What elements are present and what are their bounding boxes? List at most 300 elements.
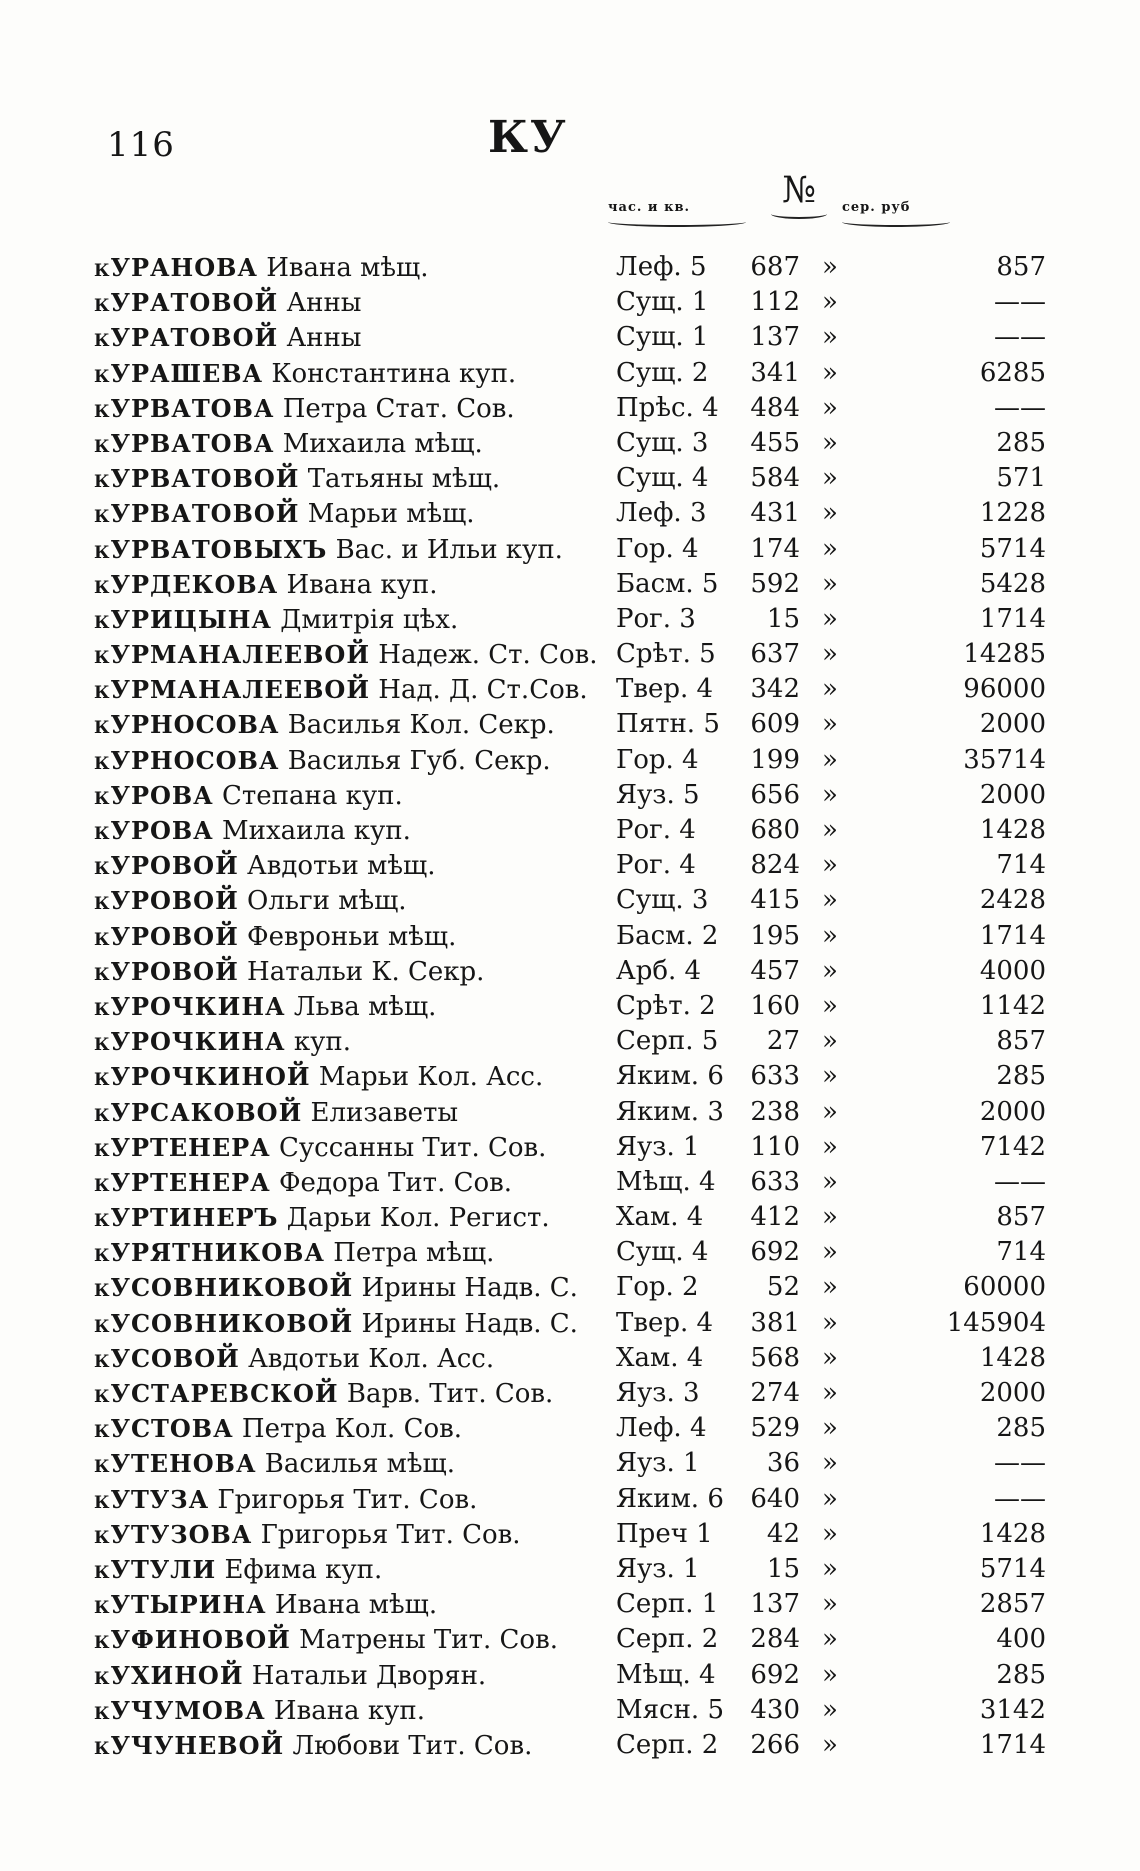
- entry-surname: кУРДЕКОВА: [94, 569, 279, 599]
- entry-separator: »: [822, 955, 838, 986]
- entry-separator: »: [822, 252, 838, 282]
- entry-quarter: Гор. 4: [616, 533, 699, 564]
- entry-given-name-rank: куп.: [293, 1027, 351, 1058]
- list-item: [94, 1130, 1046, 1165]
- entry-house-number: 15: [766, 603, 800, 634]
- entry-given-name-rank: Григорья Тит. Сов.: [217, 1484, 478, 1515]
- entry-surname: кУРОВОЙ: [94, 886, 239, 916]
- entry-quarter: Пятн. 5: [616, 709, 720, 740]
- entry-rubles: 285: [996, 1659, 1046, 1690]
- entry-given-name-rank: Вас. и Ильи куп.: [335, 534, 563, 565]
- entry-separator: »: [822, 920, 838, 951]
- entry-rubles: 1228: [979, 498, 1046, 529]
- list-item: [94, 320, 1046, 355]
- entry-name: [94, 1622, 614, 1658]
- entry-rubles: 5428: [979, 568, 1046, 599]
- entry-surname: кУРВАТОВЫХЪ: [94, 534, 328, 564]
- entries-list: [94, 250, 1046, 1763]
- entry-quarter: Мѣщ. 4: [616, 1659, 716, 1690]
- entry-house-number: 342: [750, 674, 800, 705]
- entry-house-number: 609: [750, 709, 800, 740]
- list-item: [94, 954, 1046, 989]
- entry-name: [94, 1517, 614, 1553]
- entry-house-number: 430: [750, 1694, 800, 1725]
- entry-house-number: 568: [750, 1342, 800, 1373]
- entry-rubles: 285: [996, 1413, 1046, 1444]
- entry-given-name-rank: Анны: [286, 323, 362, 354]
- entry-rubles: ——: [994, 322, 1046, 353]
- list-item: [94, 1341, 1046, 1376]
- entry-quarter: Гор. 4: [616, 744, 699, 775]
- entry-house-number: 584: [750, 463, 800, 494]
- entry-surname: кУРЯТНИКОВА: [94, 1238, 325, 1268]
- entry-house-number: 431: [750, 498, 800, 529]
- entry-separator: »: [822, 639, 838, 670]
- list-item: [94, 1235, 1046, 1270]
- list-item: [94, 848, 1046, 883]
- entry-house-number: 52: [766, 1272, 800, 1303]
- list-item: [94, 883, 1046, 918]
- entry-name: [94, 1165, 614, 1201]
- entry-surname: кУРМАНАЛЕЕВОЙ: [94, 640, 370, 670]
- entry-surname: кУФИНОВОЙ: [94, 1625, 291, 1655]
- entry-house-number: 529: [750, 1413, 800, 1444]
- entry-name: [94, 954, 614, 990]
- entry-quarter: Яуз. 1: [616, 1448, 700, 1479]
- entry-rubles: 2000: [979, 1096, 1046, 1127]
- list-item: [94, 1165, 1046, 1200]
- entry-rubles: ——: [994, 392, 1046, 423]
- entry-rubles: 2000: [979, 779, 1046, 810]
- entry-surname: кУХИНОЙ: [94, 1660, 244, 1690]
- entry-surname: кУСТОВА: [94, 1414, 234, 1444]
- list-item: [94, 250, 1046, 285]
- entry-rubles: 2857: [979, 1589, 1046, 1620]
- entry-quarter: Гор. 2: [616, 1272, 699, 1303]
- entry-surname: кУСОВНИКОВОЙ: [94, 1273, 354, 1303]
- entry-given-name-rank: Василья Губ. Секр.: [287, 745, 551, 776]
- entry-name: [94, 743, 614, 779]
- entry-surname: кУТУЗА: [94, 1484, 210, 1514]
- entry-name: [94, 1658, 614, 1694]
- entry-house-number: 341: [750, 357, 800, 388]
- entry-name: [94, 426, 614, 462]
- entry-house-number: 199: [750, 744, 800, 775]
- entry-given-name-rank: Петра мѣщ.: [333, 1238, 495, 1269]
- entry-quarter: Сущ. 4: [616, 463, 709, 494]
- list-item: [94, 707, 1046, 742]
- entry-given-name-rank: Михаила куп.: [222, 816, 411, 846]
- entry-house-number: 687: [750, 252, 800, 282]
- entry-separator: »: [822, 568, 838, 599]
- entry-separator: »: [822, 1342, 838, 1373]
- entry-name: [94, 778, 614, 814]
- entry-name: [94, 602, 614, 638]
- entry-name: [94, 1024, 614, 1060]
- entry-name: [94, 532, 614, 568]
- entry-separator: »: [822, 779, 838, 810]
- entry-given-name-rank: Матрены Тит. Сов.: [299, 1625, 558, 1656]
- entry-separator: »: [822, 603, 838, 634]
- entry-given-name-rank: Ивана куп.: [273, 1695, 425, 1726]
- entry-surname: кУЧУНЕВОЙ: [94, 1730, 285, 1760]
- list-item: [94, 813, 1046, 848]
- entry-quarter: Сущ. 1: [616, 322, 709, 353]
- entry-house-number: 284: [750, 1624, 800, 1655]
- entry-surname: кУРОВОЙ: [94, 851, 239, 881]
- list-item: [94, 1270, 1046, 1305]
- entry-quarter: Сущ. 3: [616, 427, 709, 458]
- entry-rubles: 14285: [963, 639, 1046, 670]
- entry-rubles: 1428: [979, 1518, 1046, 1549]
- entry-given-name-rank: Ивана мѣщ.: [266, 253, 429, 283]
- entry-rubles: 857: [996, 1202, 1046, 1233]
- entry-name: [94, 1235, 614, 1271]
- entry-rubles: 1714: [979, 603, 1046, 634]
- entry-surname: кУРАТОВОЙ: [94, 288, 279, 318]
- entry-separator: »: [822, 1131, 838, 1162]
- entry-house-number: 381: [750, 1307, 800, 1338]
- list-item: [94, 532, 1046, 567]
- entry-quarter: Сущ. 2: [616, 357, 709, 388]
- entry-rubles: 4000: [979, 955, 1046, 986]
- entry-quarter: Серп. 1: [616, 1589, 719, 1620]
- entry-quarter: Хам. 4: [616, 1202, 704, 1233]
- entry-given-name-rank: Февроньи мѣщ.: [247, 921, 457, 952]
- entry-name: [94, 1482, 614, 1518]
- entry-given-name-rank: Марьи Кол. Асс.: [318, 1062, 544, 1093]
- entry-given-name-rank: Дарьи Кол. Регист.: [286, 1203, 550, 1234]
- entry-name: [94, 1059, 614, 1095]
- entry-quarter: Рог. 3: [616, 603, 696, 634]
- entry-quarter: Леф. 3: [616, 498, 707, 529]
- entry-surname: кУРСАКОВОЙ: [94, 1097, 303, 1127]
- list-item: [94, 1306, 1046, 1341]
- entry-given-name-rank: Ивана куп.: [286, 569, 438, 600]
- entry-separator: »: [822, 1483, 838, 1514]
- entry-rubles: 857: [996, 1026, 1046, 1057]
- entry-name: [94, 672, 614, 708]
- list-item: [94, 356, 1046, 391]
- entry-house-number: 656: [750, 779, 800, 810]
- entry-name: [94, 250, 614, 286]
- entry-house-number: 15: [766, 1553, 800, 1584]
- entry-separator: »: [822, 1553, 838, 1584]
- entry-surname: кУТУЛИ: [94, 1554, 217, 1584]
- entry-rubles: 714: [996, 1237, 1046, 1268]
- entry-name: [94, 1376, 614, 1412]
- entry-name: [94, 496, 614, 532]
- entry-name: [94, 637, 614, 673]
- list-item: [94, 426, 1046, 461]
- column-header-rubles: [842, 200, 950, 227]
- entry-rubles: 2000: [979, 709, 1046, 740]
- entry-house-number: 415: [750, 885, 800, 916]
- entry-name: [94, 1095, 614, 1131]
- entry-surname: кУРВАТОВА: [94, 428, 275, 458]
- entry-rubles: 857: [996, 252, 1046, 282]
- entry-house-number: 633: [750, 1166, 800, 1197]
- entry-separator: »: [822, 850, 838, 881]
- entry-rubles: ——: [994, 1166, 1046, 1197]
- entry-surname: кУТУЗОВА: [94, 1519, 253, 1549]
- entry-quarter: Серп. 2: [616, 1624, 719, 1655]
- list-item: [94, 285, 1046, 320]
- entry-surname: кУСТАРЕВСКОЙ: [94, 1379, 339, 1408]
- list-item: [94, 1587, 1046, 1622]
- entry-given-name-rank: Петра Стат. Сов.: [282, 393, 515, 424]
- entry-separator: »: [822, 885, 838, 916]
- entry-rubles: ——: [994, 1483, 1046, 1514]
- entry-surname: кУРОЧКИНОЙ: [94, 1062, 311, 1092]
- entry-surname: кУСОВНИКОВОЙ: [94, 1308, 354, 1338]
- entry-given-name-rank: Дмитрія цѣх.: [280, 604, 459, 635]
- entry-separator: »: [822, 1624, 838, 1655]
- entry-name: [94, 567, 614, 603]
- entry-separator: »: [822, 1448, 838, 1479]
- entry-given-name-rank: Ивана мѣщ.: [274, 1590, 438, 1621]
- entry-surname: кУРВАТОВА: [94, 393, 275, 423]
- entry-separator: »: [822, 1237, 838, 1268]
- entry-given-name-rank: Натальи К. Секр.: [247, 956, 485, 987]
- entry-surname: кУСОВОЙ: [94, 1343, 240, 1373]
- entry-name: [94, 1411, 614, 1447]
- entry-quarter: Леф. 4: [616, 1413, 707, 1444]
- entry-rubles: 5714: [979, 1553, 1046, 1584]
- list-item: [94, 1024, 1046, 1059]
- entry-given-name-rank: Авдотьи мѣщ.: [247, 851, 436, 882]
- entry-given-name-rank: Ирины Надв. С.: [361, 1308, 578, 1339]
- entry-surname: кУРТИНЕРЪ: [94, 1203, 279, 1233]
- list-item: [94, 391, 1046, 426]
- entry-surname: кУРОЧКИНА: [94, 991, 286, 1021]
- entry-given-name-rank: Ефима куп.: [224, 1554, 383, 1585]
- entry-rubles: 2000: [979, 1378, 1046, 1408]
- entry-separator: »: [822, 1413, 838, 1444]
- list-item: [94, 778, 1046, 813]
- entry-given-name-rank: Суссанны Тит. Сов.: [278, 1132, 547, 1163]
- entry-separator: »: [822, 1659, 838, 1690]
- entry-house-number: 484: [750, 392, 800, 423]
- entry-house-number: 457: [750, 955, 800, 986]
- entry-quarter: Яуз. 1: [616, 1553, 700, 1584]
- entry-given-name-rank: Елизаветы: [310, 1097, 459, 1128]
- entry-name: [94, 848, 614, 884]
- column-header-quarter-label: час. и кв.: [608, 200, 691, 215]
- entry-surname: кУРИЦЫНА: [94, 604, 272, 634]
- entry-name: [94, 1552, 614, 1588]
- entry-given-name-rank: Петра Кол. Сов.: [241, 1414, 463, 1445]
- entry-surname: кУРНОСОВА: [94, 710, 280, 740]
- entry-separator: »: [822, 392, 838, 423]
- entry-given-name-rank: Льва мѣщ.: [293, 991, 437, 1022]
- entry-name: [94, 1587, 614, 1623]
- entry-surname: кУРАШЕВА: [94, 358, 264, 388]
- list-item: [94, 1552, 1046, 1587]
- entry-quarter: Яуз. 1: [616, 1131, 700, 1162]
- entry-given-name-rank: Степана куп.: [222, 780, 403, 811]
- entry-quarter: Басм. 5: [616, 568, 719, 599]
- entry-name: [94, 1270, 614, 1306]
- entry-name: [94, 989, 614, 1025]
- entry-house-number: 274: [750, 1378, 800, 1408]
- entry-surname: кУРОВОЙ: [94, 921, 239, 951]
- entry-rubles: 1142: [979, 990, 1046, 1021]
- entry-separator: »: [822, 744, 838, 775]
- entry-house-number: 266: [750, 1729, 800, 1760]
- entry-house-number: 174: [750, 533, 800, 564]
- entry-name: [94, 391, 614, 427]
- column-header-rubles-label: сер. руб: [842, 200, 911, 215]
- entry-house-number: 195: [750, 920, 800, 951]
- entry-rubles: 285: [996, 1061, 1046, 1092]
- entry-given-name-rank: Любови Тит. Сов.: [292, 1730, 533, 1761]
- entry-house-number: 680: [750, 815, 800, 845]
- entry-separator: »: [822, 1096, 838, 1127]
- entry-given-name-rank: Авдотьи Кол. Асс.: [248, 1343, 495, 1374]
- entry-separator: »: [822, 1694, 838, 1725]
- entry-house-number: 637: [750, 639, 800, 670]
- entry-name: [94, 1200, 614, 1236]
- entry-rubles: 285: [996, 427, 1046, 458]
- entry-separator: »: [822, 427, 838, 458]
- list-item: [94, 919, 1046, 954]
- entry-surname: кУРАТОВОЙ: [94, 323, 279, 353]
- entry-house-number: 112: [750, 287, 800, 318]
- list-item: [94, 1376, 1046, 1411]
- entry-given-name-rank: Натальи Дворян.: [251, 1660, 487, 1691]
- entry-separator: »: [822, 1589, 838, 1620]
- entry-name: [94, 320, 614, 356]
- entry-rubles: 571: [996, 463, 1046, 494]
- entry-name: [94, 461, 614, 497]
- entry-given-name-rank: Надеж. Ст. Сов.: [378, 640, 598, 671]
- entry-quarter: Басм. 2: [616, 920, 719, 951]
- entry-name: [94, 285, 614, 321]
- entry-separator: »: [822, 463, 838, 494]
- entry-quarter: Хам. 4: [616, 1342, 704, 1373]
- entry-given-name-rank: Константина куп.: [271, 358, 517, 389]
- entry-separator: »: [822, 1166, 838, 1197]
- entry-name: [94, 707, 614, 743]
- entry-rubles: 6285: [979, 357, 1046, 388]
- entry-given-name-rank: Над. Д. Ст.Сов.: [378, 675, 588, 706]
- list-item: [94, 989, 1046, 1024]
- list-item: [94, 567, 1046, 602]
- entry-rubles: 7142: [979, 1131, 1046, 1162]
- list-item: [94, 672, 1046, 707]
- entry-house-number: 455: [750, 427, 800, 458]
- entry-separator: »: [822, 533, 838, 564]
- entry-surname: кУТЫРИНА: [94, 1590, 267, 1620]
- entry-quarter: Твер. 4: [616, 1307, 714, 1338]
- entry-house-number: 137: [750, 322, 800, 353]
- entry-rubles: 1428: [979, 1342, 1046, 1373]
- entry-separator: »: [822, 1378, 838, 1408]
- entry-surname: кУРАНОВА: [94, 253, 258, 282]
- entry-house-number: 412: [750, 1202, 800, 1233]
- entry-name: [94, 813, 614, 849]
- list-item: [94, 1517, 1046, 1552]
- entry-separator: »: [822, 815, 838, 845]
- entry-house-number: 238: [750, 1096, 800, 1127]
- entry-quarter: Яким. 6: [616, 1061, 724, 1092]
- entry-quarter: Яуз. 5: [616, 779, 700, 810]
- entry-given-name-rank: Марьи мѣщ.: [307, 499, 475, 530]
- entry-quarter: Срѣт. 2: [616, 990, 716, 1021]
- entry-house-number: 824: [750, 850, 800, 881]
- entry-given-name-rank: Татьяны мѣщ.: [307, 464, 501, 495]
- entry-quarter: Рог. 4: [616, 815, 696, 845]
- list-item: [94, 1411, 1046, 1446]
- entry-quarter: Мѣщ. 4: [616, 1166, 716, 1197]
- entry-quarter: Сущ. 3: [616, 885, 709, 916]
- entry-quarter: Серп. 2: [616, 1729, 719, 1760]
- entry-name: [94, 356, 614, 392]
- entry-quarter: Сущ. 4: [616, 1237, 709, 1268]
- entry-rubles: 400: [996, 1624, 1046, 1655]
- entry-separator: »: [822, 287, 838, 318]
- header-brace: [608, 217, 746, 227]
- entry-separator: »: [822, 1026, 838, 1057]
- column-header-quarter: [608, 200, 746, 227]
- entry-separator: »: [822, 1729, 838, 1760]
- list-item: [94, 602, 1046, 637]
- entry-given-name-rank: Михаила мѣщ.: [282, 428, 483, 459]
- entry-quarter: Рог. 4: [616, 850, 696, 881]
- header-brace: [842, 217, 950, 227]
- entry-quarter: Сущ. 1: [616, 287, 709, 318]
- list-item: [94, 1658, 1046, 1693]
- entry-name: [94, 1693, 614, 1729]
- entry-house-number: 27: [766, 1026, 800, 1057]
- entry-name: [94, 1728, 614, 1764]
- entry-surname: кУРТЕНЕРА: [94, 1132, 271, 1162]
- entry-house-number: 42: [766, 1518, 800, 1549]
- entry-given-name-rank: Василья мѣщ.: [264, 1449, 455, 1480]
- entry-house-number: 110: [750, 1131, 800, 1162]
- entry-quarter: Твер. 4: [616, 674, 714, 705]
- entry-separator: »: [822, 1272, 838, 1303]
- entry-separator: »: [822, 1307, 838, 1338]
- entry-surname: кУРВАТОВОЙ: [94, 464, 300, 494]
- page-number: 116: [107, 125, 175, 165]
- entry-quarter: Яким. 3: [616, 1096, 724, 1127]
- entry-surname: кУРНОСОВА: [94, 745, 280, 775]
- entry-separator: »: [822, 990, 838, 1021]
- entry-rubles: 1428: [979, 815, 1046, 845]
- entry-house-number: 692: [750, 1237, 800, 1268]
- entry-separator: »: [822, 1061, 838, 1092]
- list-item: [94, 1200, 1046, 1235]
- entry-house-number: 592: [750, 568, 800, 599]
- entry-house-number: 692: [750, 1659, 800, 1690]
- entry-surname: кУРМАНАЛЕЕВОЙ: [94, 675, 370, 705]
- entry-surname: кУТЕНОВА: [94, 1449, 257, 1479]
- entry-rubles: 35714: [963, 744, 1046, 775]
- list-item: [94, 496, 1046, 531]
- entry-rubles: 96000: [963, 674, 1046, 705]
- entry-quarter: Леф. 5: [616, 252, 707, 282]
- entry-quarter: Срѣт. 5: [616, 639, 716, 670]
- entry-separator: »: [822, 709, 838, 740]
- list-item: [94, 1095, 1046, 1130]
- entry-quarter: Серп. 5: [616, 1026, 719, 1057]
- entry-name: [94, 1341, 614, 1377]
- entry-house-number: 36: [766, 1448, 800, 1479]
- entry-rubles: 714: [996, 850, 1046, 881]
- entry-surname: кУРОЧКИНА: [94, 1027, 286, 1057]
